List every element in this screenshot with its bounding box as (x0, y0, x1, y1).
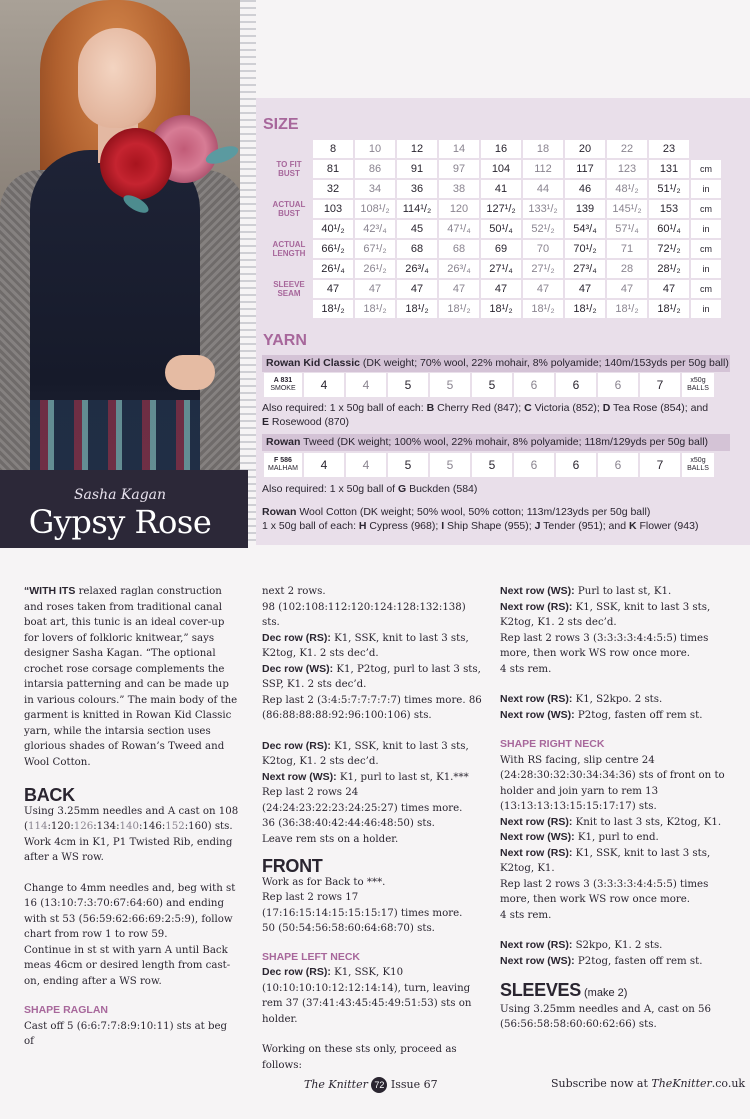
measurement-cell: 97 (439, 160, 479, 178)
next-row: Next row (RS): Knit to last 3 sts, K2tog, K1. (500, 815, 722, 828)
measurement-row (267, 260, 721, 278)
measurement-label (267, 180, 311, 198)
shape-left-neck-heading: SHAPE LEFT NECK (262, 950, 361, 963)
size-table (265, 138, 723, 320)
unit-cell: in (691, 220, 721, 238)
yarn-quantity-cell: 6 (598, 453, 638, 477)
measurement-label (267, 260, 311, 278)
measurement-cell: 26³/₄ (439, 260, 479, 278)
yarn-quantity-cell: 7 (640, 453, 680, 477)
text-line: next 2 rows. (262, 586, 326, 597)
measurement-cell: 67¹/₂ (355, 240, 395, 258)
pattern-title: Gypsy Rose (28, 503, 212, 541)
measurement-cell: 103 (313, 200, 353, 218)
yarn-quantity-cell: 4 (304, 373, 344, 397)
measurement-cell: 47¹/₄ (439, 220, 479, 238)
unit-cell: in (691, 300, 721, 318)
yarn-quantity-cell: 6 (514, 453, 554, 477)
measurement-cell: 47 (649, 280, 689, 298)
measurement-cell: 145¹/₂ (607, 200, 647, 218)
text-line: Rep last 2 rows 24 (24:24:23:22:23:24:25:27) times more. (262, 787, 463, 814)
measurement-cell: 47 (481, 280, 521, 298)
measurement-cell: 86 (355, 160, 395, 178)
measurement-row (267, 300, 721, 318)
text-line: Rep last 2 rows 17 (17:16:15:14:15:15:15:17) times more. (262, 892, 463, 919)
measurement-cell: 27³/₄ (565, 260, 605, 278)
left-neck-dec-row: Dec row (RS): K1, SSK, K10 (10:10:10:10:12:12:14:14), turn, leaving rem 37 (37:41:43:45:45:49:51:53) sts on holder. (262, 966, 472, 1025)
text-line: Rep last 2 (3:4:5:7:7:7:7:7) times more. 86 (86:88:88:88:92:96:100:106) sts. (262, 694, 482, 721)
column-1 (24, 584, 240, 1050)
next-row: Next row (RS): K1, SSK, knit to last 3 sts, K2tog, K1. 2 sts dec’d. (500, 600, 711, 628)
size-heading: SIZE (263, 116, 299, 133)
measurement-cell: 47 (565, 280, 605, 298)
measurement-cell: 47 (439, 280, 479, 298)
red-rose-corsage (100, 128, 172, 200)
size-header-cell: 23 (649, 140, 689, 158)
measurement-row (267, 200, 721, 218)
yarn-quantity-cell: 4 (346, 373, 386, 397)
raglan-paragraph: Cast off 5 (6:6:7:7:8:9:10:11) sts at beg of (24, 1020, 228, 1047)
text-line: 4 sts rem. (500, 909, 552, 921)
measurement-cell: 47 (523, 280, 563, 298)
text-line: Rep last 2 rows 3 (3:3:3:3:4:4:5:5) times more, then work WS row once more. (500, 878, 709, 905)
measurement-cell: 117 (565, 160, 605, 178)
next-row: Next row (WS): Purl to last st, K1. (500, 585, 672, 597)
measurement-cell: 68 (397, 240, 437, 258)
column-3 (500, 584, 726, 1033)
yarn-quantity-cell: 5 (388, 453, 428, 477)
yarn-quantity-cell: 5 (472, 453, 512, 477)
measurement-row (267, 160, 721, 178)
measurement-cell: 127¹/₂ (481, 200, 521, 218)
footer-magazine: The Knitter 72 Issue 67 (304, 1078, 438, 1091)
measurement-cell: 26³/₄ (397, 260, 437, 278)
yarn-quantity-cell: 6 (556, 373, 596, 397)
measurement-cell: 66¹/₂ (313, 240, 353, 258)
measurement-cell: 108¹/₂ (355, 200, 395, 218)
measurement-cell: 27¹/₂ (523, 260, 563, 278)
measurement-cell: 123 (607, 160, 647, 178)
dec-row-ws: Dec row (WS): K1, P2tog, purl to last 3 sts, SSP, K1. 2 sts dec’d. (262, 662, 481, 690)
size-header-cell: 20 (565, 140, 605, 158)
measurement-cell: 18¹/₂ (397, 300, 437, 318)
yarn1-header: Rowan Kid Classic (DK weight; 70% wool, 22% mohair, 8% polyamide; 140m/153yds per 50g ball) (262, 355, 730, 372)
measurement-cell: 104 (481, 160, 521, 178)
yarn-quantity-cell: 6 (556, 453, 596, 477)
unit-cell: cm (691, 240, 721, 258)
next-row-ws: Next row (WS): K1, purl to last st, K1.*** (262, 770, 469, 783)
yarn1-also-required: Also required: 1 x 50g ball of each: B Cherry Red (847); C Victoria (852); D Tea Rose (854); and E Rosewood (870) (262, 402, 709, 428)
unit-cell: in (691, 260, 721, 278)
text-line: Work as for Back to ***. (262, 876, 386, 888)
footer-subscribe[interactable]: Subscribe now at TheKnitter.co.uk (551, 1077, 746, 1090)
measurement-row (267, 220, 721, 238)
measurement-cell: 51¹/₂ (649, 180, 689, 198)
measurement-cell: 47 (355, 280, 395, 298)
yarn1-quantities (262, 373, 716, 397)
yarn-quantity-cell: 5 (388, 373, 428, 397)
size-header-cell: 8 (313, 140, 353, 158)
measurement-label: ACTUAL LENGTH (267, 240, 311, 258)
size-header-cell: 18 (523, 140, 563, 158)
yarn-quantity-cell: 7 (640, 373, 680, 397)
yarn3-info: Rowan Wool Cotton (DK weight; 50% wool, 50% cotton; 113m/123yds per 50g ball) 1 x 50g ball of each: H Cypress (968); I Ship Shape (955); J Tender (951); and K Flower (943) (262, 506, 699, 532)
size-header-cell: 16 (481, 140, 521, 158)
measurement-cell: 26¹/₂ (355, 260, 395, 278)
next-row: Next row (RS): K1, S2kpo. 2 sts. (500, 693, 663, 705)
yarn-quantity-cell: 6 (598, 373, 638, 397)
next-row: Next row (RS): S2kpo, K1. 2 sts. (500, 939, 663, 951)
measurement-cell: 41 (481, 180, 521, 198)
measurement-cell: 18¹/₂ (313, 300, 353, 318)
measurement-cell: 139 (565, 200, 605, 218)
measurement-cell: 70 (523, 240, 563, 258)
measurement-cell: 45 (397, 220, 437, 238)
text-line: Rep last 2 rows 3 (3:3:3:3:4:4:5:5) times more, then work WS row once more. (500, 632, 709, 659)
unit-cell: cm (691, 280, 721, 298)
measurement-cell: 81 (313, 160, 353, 178)
measurement-cell: 46 (565, 180, 605, 198)
spiral-binding (240, 0, 256, 545)
measurement-cell: 57¹/₄ (607, 220, 647, 238)
unit-cell: cm (691, 160, 721, 178)
measurement-cell: 18¹/₂ (355, 300, 395, 318)
size-header-cell: 22 (607, 140, 647, 158)
back-paragraph-1: Using 3.25mm needles and A cast on 108 (114:120:126:134:140:146:152:160) sts. Work 4cm in K1, P1 Twisted Rib, ending after a WS row. (24, 805, 239, 863)
measurement-cell: 28 (607, 260, 647, 278)
size-header-row (267, 140, 721, 158)
measurement-row (267, 240, 721, 258)
measurement-cell: 34 (355, 180, 395, 198)
measurement-cell: 48¹/₂ (607, 180, 647, 198)
next-row: Next row (WS): K1, purl to end. (500, 831, 659, 843)
back-paragraph-3: Continue in st st with yarn A until Back meas 46cm or desired length from cast-on, ending after a WS row. (24, 944, 231, 987)
text-line: 36 (36:38:40:42:44:46:48:50) sts. (262, 818, 435, 829)
measurement-cell: 52¹/₂ (523, 220, 563, 238)
measurement-row (267, 280, 721, 298)
measurement-cell: 44 (523, 180, 563, 198)
measurement-cell: 32 (313, 180, 353, 198)
shape-raglan-heading: SHAPE RAGLAN (24, 1004, 109, 1016)
yarn-quantity-cell: 6 (514, 373, 554, 397)
measurement-cell: 91 (397, 160, 437, 178)
cover-photo (0, 0, 240, 470)
text-line: Working on these sts only, proceed as follows: (262, 1044, 457, 1071)
yarn2-also-required: Also required: 1 x 50g ball of G Buckden (584) (262, 483, 478, 495)
measurement-cell: 18¹/₂ (523, 300, 563, 318)
measurement-cell: 47 (607, 280, 647, 298)
measurement-cell: 131 (649, 160, 689, 178)
front-heading: FRONT (262, 856, 323, 876)
measurement-cell: 71 (607, 240, 647, 258)
measurement-label: ACTUAL BUST (267, 200, 311, 218)
measurement-cell: 42³/₄ (355, 220, 395, 238)
text-line: Leave rem sts on a holder. (262, 833, 399, 845)
yarn-quantity-cell: 4 (346, 453, 386, 477)
measurement-cell: 68 (439, 240, 479, 258)
measurement-cell: 50¹/₄ (481, 220, 521, 238)
yarn-shade-label: F 586 MALHAM (264, 453, 302, 477)
measurement-cell: 18¹/₂ (481, 300, 521, 318)
size-header-cell: 10 (355, 140, 395, 158)
measurement-cell: 133¹/₂ (523, 200, 563, 218)
measurement-cell: 69 (481, 240, 521, 258)
measurement-label: TO FIT BUST (267, 160, 311, 178)
measurement-cell: 60¹/₄ (649, 220, 689, 238)
measurement-cell: 18¹/₂ (607, 300, 647, 318)
measurement-cell: 47 (313, 280, 353, 298)
measurement-cell: 70¹/₂ (565, 240, 605, 258)
text-line: 98 (102:108:112:120:124:128:132:138) sts. (262, 601, 466, 628)
next-row: Next row (WS): P2tog, fasten off rem st. (500, 708, 703, 721)
measurement-cell: 26¹/₄ (313, 260, 353, 278)
dec-row-rs-2: Dec row (RS): K1, SSK, knit to last 3 sts, K2tog, K1. 2 sts dec’d. (262, 739, 469, 767)
measurement-row (267, 180, 721, 198)
measurement-cell: 40¹/₂ (313, 220, 353, 238)
measurement-cell: 72¹/₂ (649, 240, 689, 258)
next-row: Next row (WS): P2tog, fasten off rem st. (500, 954, 703, 967)
measurement-cell: 112 (523, 160, 563, 178)
text-line: 4 sts rem. (500, 663, 552, 675)
sleeves-heading: SLEEVES (make 2) (500, 980, 628, 1000)
text-line: With RS facing, slip centre 24 (24:28:30:32:30:34:34:36) sts of front on to holder and join yarn to rem 13 (13:13:13:13:15:15:17:17) sts. (500, 754, 725, 812)
yarn2-quantities (262, 453, 716, 477)
measurement-label (267, 300, 311, 318)
designer-name: Sasha Kagan (73, 487, 167, 503)
measurement-cell: 153 (649, 200, 689, 218)
unit-cell: in (691, 180, 721, 198)
page-number: 72 (371, 1077, 387, 1093)
yarn-unit-label: x50g BALLS (682, 373, 714, 397)
yarn-shade-label: A 831 SMOKE (264, 373, 302, 397)
shape-right-neck-heading: SHAPE RIGHT NECK (500, 738, 605, 750)
size-header-cell: 12 (397, 140, 437, 158)
measurement-cell: 18¹/₂ (565, 300, 605, 318)
measurement-cell: 114¹/₂ (397, 200, 437, 218)
yarn-quantity-cell: 5 (430, 453, 470, 477)
yarn-quantity-cell: 4 (304, 453, 344, 477)
text-line: 50 (50:54:56:58:60:64:68:70) sts. (262, 923, 435, 934)
back-paragraph-2: Change to 4mm needles and, beg with st 16 (13:10:7:3:70:67:64:60) and ending with st 53 (56:59:62:66:69:2:5:9), follow chart from row 1 to row 59. (24, 882, 236, 940)
measurement-cell: 120 (439, 200, 479, 218)
column-2 (262, 584, 484, 1073)
yarn-quantity-cell: 5 (430, 373, 470, 397)
measurement-cell: 28¹/₂ (649, 260, 689, 278)
size-header-cell: 14 (439, 140, 479, 158)
measurement-cell: 54³/₄ (565, 220, 605, 238)
unit-cell: cm (691, 200, 721, 218)
yarn-heading: YARN (263, 332, 307, 349)
measurement-cell: 36 (397, 180, 437, 198)
yarn2-header: Rowan Tweed (DK weight; 100% wool, 22% mohair, 8% polyamide; 118m/129yds per 50g ball) (262, 434, 730, 451)
dec-row-rs: Dec row (RS): K1, SSK, knit to last 3 sts, K2tog, K1. 2 sts dec’d. (262, 631, 469, 659)
text-line: Using 3.25mm needles and A, cast on 56 (56:56:58:58:60:60:62:66) sts. (500, 1003, 711, 1030)
measurement-cell: 47 (397, 280, 437, 298)
measurement-cell: 18¹/₂ (439, 300, 479, 318)
measurement-label: SLEEVE SEAM (267, 280, 311, 298)
next-row: Next row (RS): K1, SSK, knit to last 3 sts, K2tog, K1. (500, 846, 711, 874)
yarn-quantity-cell: 5 (472, 373, 512, 397)
measurement-cell: 18¹/₂ (649, 300, 689, 318)
intro-paragraph: “WITH ITS relaxed raglan construction and roses taken from traditional canal boat art, this tunic is an ideal cover-up for lovers of folkloric knitwear,” says designer Sasha Kagan. “The optional crochet rose corsage complements the intarsia patterning and can be made up in various colours.” The main body of the garment is knitted in Rowan Kid Classic yarn, while the intarsia section uses glorious shades of Rowan’s Tweed and Wool Cotton. (24, 585, 238, 768)
yarn-unit-label: x50g BALLS (682, 453, 714, 477)
measurement-label (267, 220, 311, 238)
measurement-cell: 27¹/₄ (481, 260, 521, 278)
measurement-cell: 38 (439, 180, 479, 198)
back-heading: BACK (24, 785, 75, 805)
